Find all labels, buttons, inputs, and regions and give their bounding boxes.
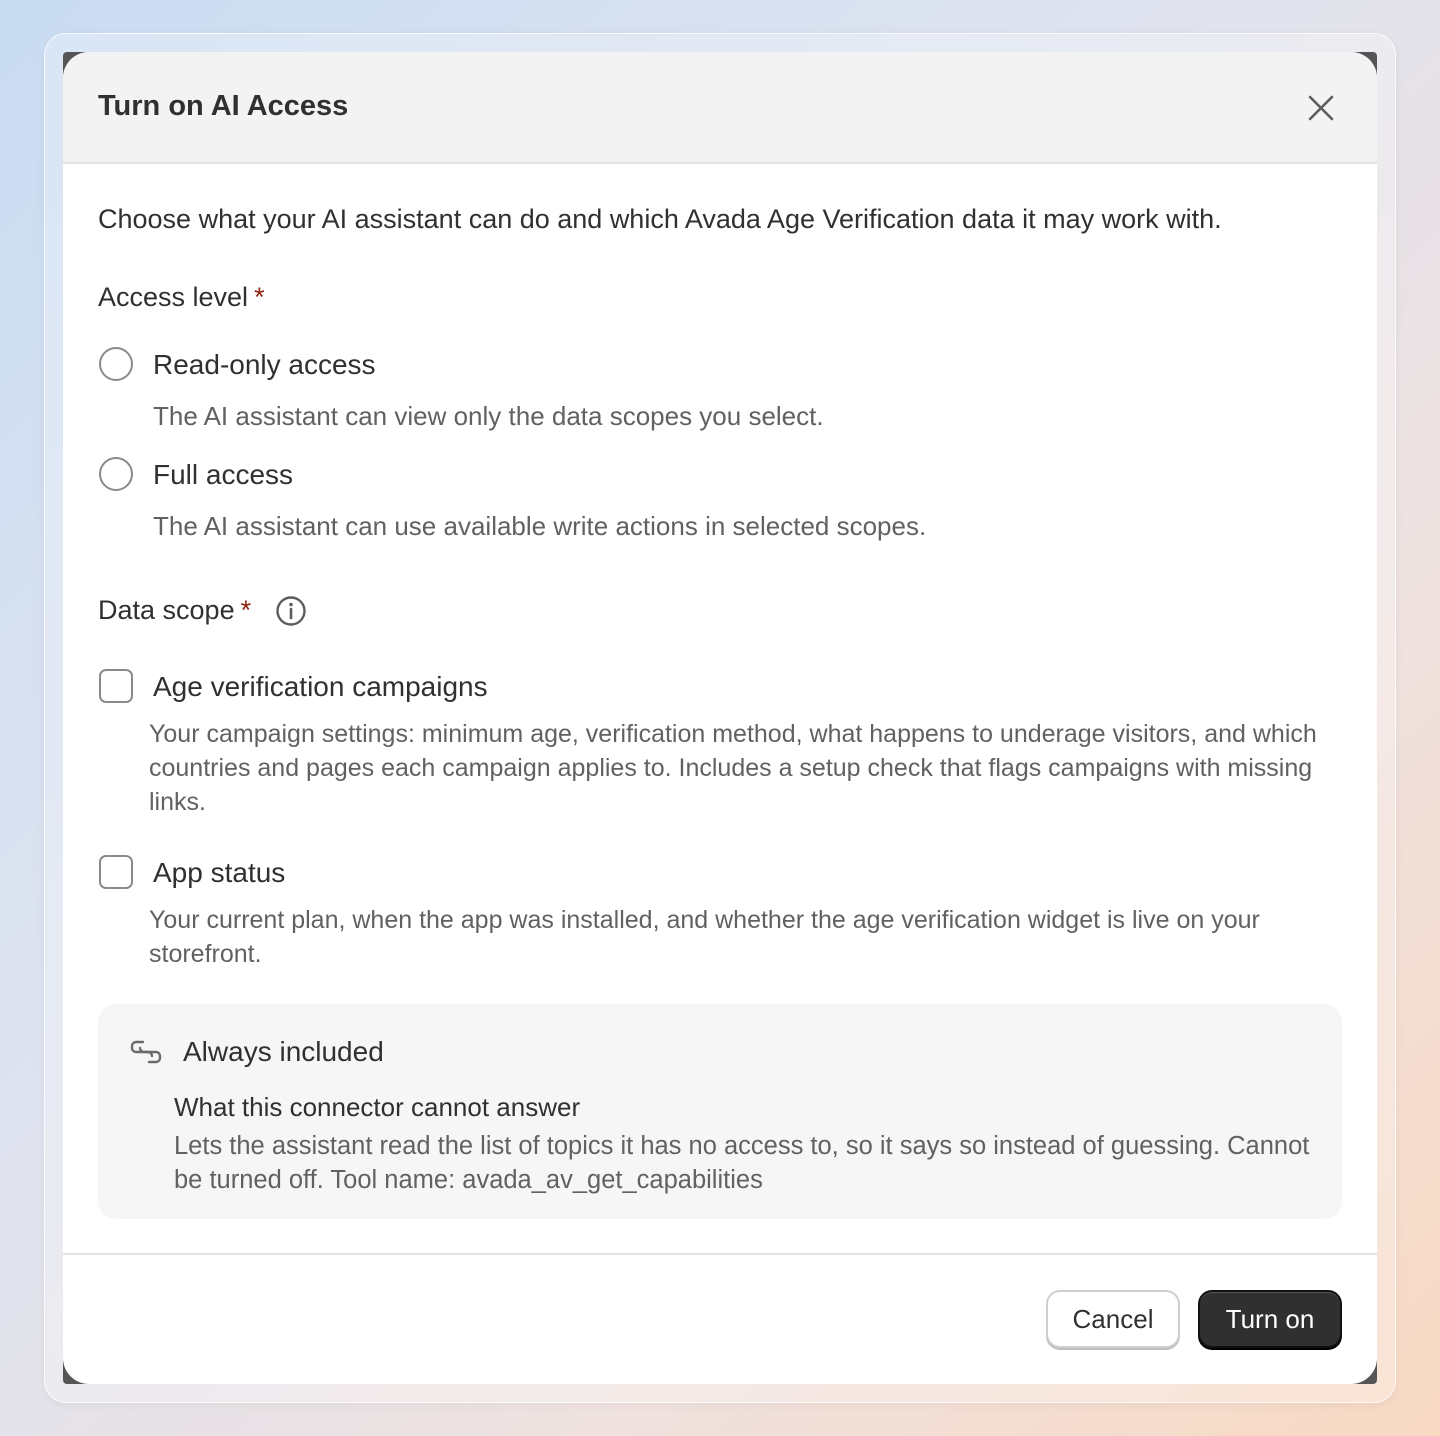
footer-divider xyxy=(63,1253,1377,1255)
campaigns-title[interactable]: Age verification campaigns xyxy=(153,671,488,702)
data-scope-label-text: Data scope xyxy=(98,595,235,625)
cancel-button[interactable]: Cancel xyxy=(1046,1290,1180,1348)
required-marker: * xyxy=(240,595,252,625)
radio-read-only[interactable] xyxy=(99,347,133,381)
data-scope-label xyxy=(98,595,251,626)
radio-full-access[interactable] xyxy=(99,457,133,491)
always-included-heading: Always included xyxy=(183,1036,384,1067)
full-access-description: The AI assistant can use available write actions in selected scopes. xyxy=(153,511,927,541)
modal-title: Turn on AI Access xyxy=(98,90,349,122)
close-button[interactable] xyxy=(1301,88,1341,128)
required-marker: * xyxy=(254,282,265,312)
app-status-title[interactable]: App status xyxy=(153,857,286,888)
modal-intro: Choose what your AI assistant can do and which Avada Age Verification data it may work with. xyxy=(98,204,1222,234)
close-icon xyxy=(1308,95,1334,121)
link-icon xyxy=(130,1037,162,1067)
always-included-panel xyxy=(98,1004,1342,1219)
always-included-item-description: Lets the assistant read the list of topics it has no access to, so it says so instead of guessing. Cannot be turned off. Tool name: avada_av_get_capabilities xyxy=(174,1132,1310,1194)
always-included-item-title: What this connector cannot answer xyxy=(174,1092,581,1122)
read-only-title[interactable]: Read-only access xyxy=(153,349,376,380)
checkbox-app-status[interactable] xyxy=(99,855,133,889)
campaigns-description: Your campaign settings: minimum age, verification method, what happens to underage visitors, and which countries and pages each campaign applies to. Includes a setup check that flags campaigns with missing links. xyxy=(149,720,1317,816)
turn-on-button[interactable]: Turn on xyxy=(1198,1290,1342,1348)
checkbox-campaigns[interactable] xyxy=(99,669,133,703)
access-level-label xyxy=(98,282,265,313)
app-status-description: Your current plan, when the app was installed, and whether the age verification widget is live on your storefront. xyxy=(149,906,1260,968)
read-only-description: The AI assistant can view only the data scopes you select. xyxy=(153,401,824,431)
access-level-label-text: Access level xyxy=(98,282,249,312)
modal-header xyxy=(63,52,1377,164)
ai-access-modal xyxy=(63,52,1377,1384)
info-icon[interactable] xyxy=(275,595,307,627)
full-access-title[interactable]: Full access xyxy=(153,459,294,490)
